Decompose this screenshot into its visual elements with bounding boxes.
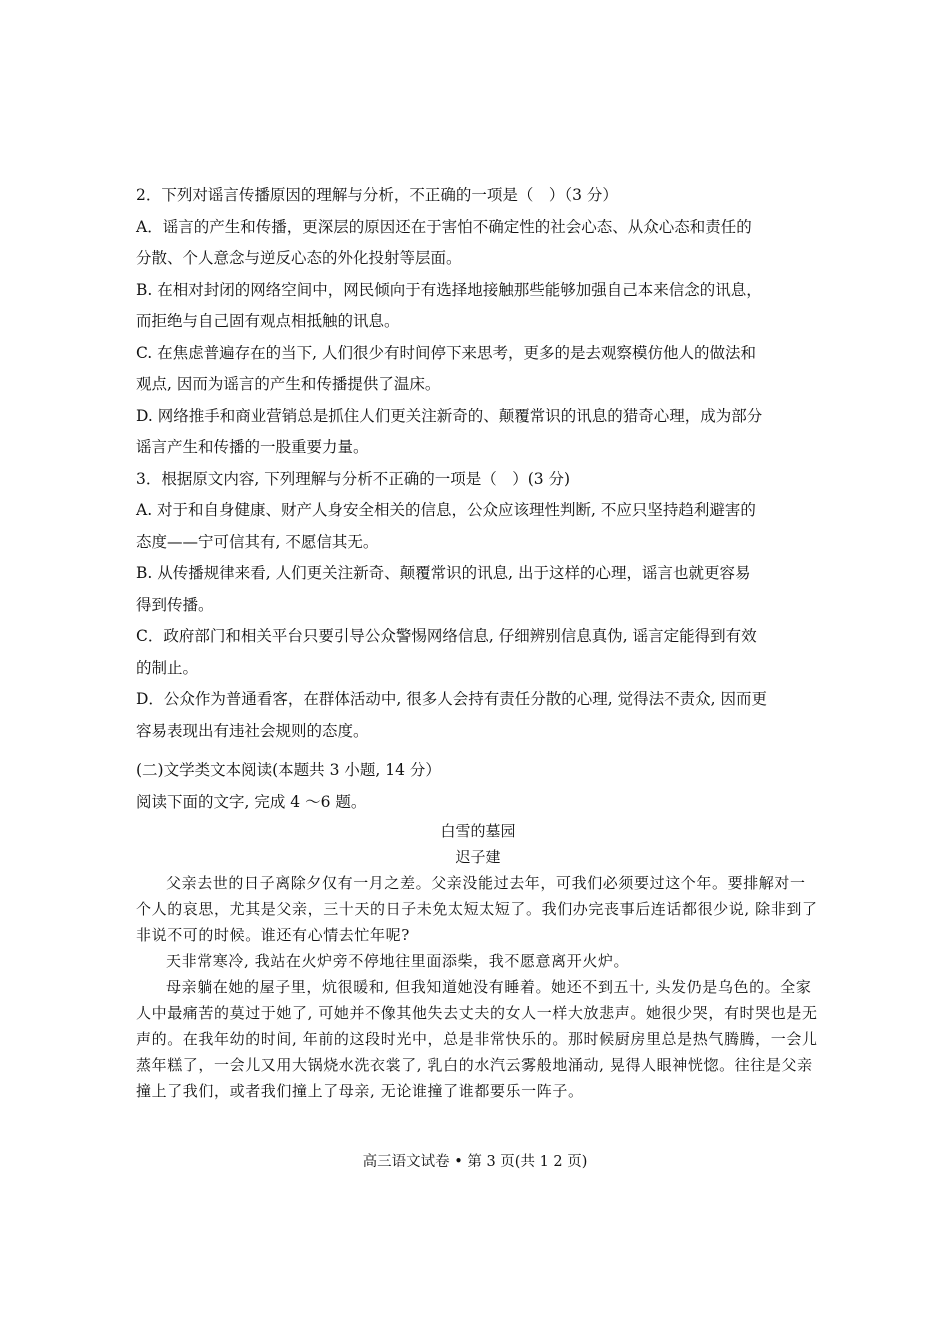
section-instruction: 阅读下面的文字, 完成 4 ～6 题。 bbox=[136, 792, 367, 811]
passage-paragraph: 母亲躺在她的屋子里，炕很暖和, 但我知道她没有睡着。她还不到五十, 头发仍是乌色的。全家人中最痛苦的莫过于她了, 可她并不像其他失去丈夫的女人一样大放悲声。她很少哭，有时哭也是无声的。在我年幼的时间, 年前的这段时光中，总是非常快乐的。那时候厨房里总是热气腾腾，一会儿蒸年糕了，一会儿又用大锅烧水洗衣裳了, 乳白的水汽云雾般地涌动, 晃得人眼神恍惚。往往是父亲撞上了我们，或者我们撞上了母亲, 无论谁撞了谁都要乐一阵子。 bbox=[136, 978, 818, 1100]
passage-body bbox=[136, 870, 820, 1104]
option-line: 分散、个人意念与逆反心态的外化投射等层面。 bbox=[136, 249, 462, 267]
section-heading-block bbox=[136, 755, 820, 818]
option-line: 的制止。 bbox=[136, 658, 199, 677]
option-line: C. 在焦虑普遍存在的当下, 人们很少有时间停下来思考，更多的是去观察模仿他人的做法和 bbox=[136, 343, 757, 362]
option-line: B. 从传播规律来看, 人们更关注新奇、颠覆常识的讯息, 出于这样的心理，谣言也就更容易 bbox=[136, 564, 751, 582]
option-line: 谣言产生和传播的一股重要力量。 bbox=[136, 438, 369, 456]
option-line: 容易表现出有违社会规则的态度。 bbox=[136, 721, 369, 740]
option-line: 态度——宁可信其有, 不愿信其无。 bbox=[136, 532, 379, 551]
question-2-option-a bbox=[136, 212, 820, 275]
question-2-option-d bbox=[136, 401, 820, 464]
question-2-title: 2．下列对谣言传播原因的理解与分析，不正确的一项是（ ）（3 分） bbox=[136, 186, 618, 204]
question-3-option-c bbox=[136, 621, 820, 684]
page-footer: 高三语文试卷 • 第 3 页(共 1 2 页) bbox=[362, 1154, 588, 1170]
option-line: 得到传播。 bbox=[136, 595, 214, 614]
option-line: 观点, 因而为谣言的产生和传播提供了温床。 bbox=[136, 375, 441, 393]
option-line: B. 在相对封闭的网络空间中，网民倾向于有选择地接触那些能够加强自己本来信念的讯息， bbox=[136, 280, 762, 299]
option-line: C．政府部门和相关平台只要引导公众警惕网络信息, 仔细辨别信息真伪, 谣言定能得到有效 bbox=[136, 627, 757, 645]
question-3 bbox=[136, 464, 820, 748]
option-line: D．公众作为普通看客，在群体活动中, 很多人会持有责任分散的心理, 觉得法不责众, 因而更 bbox=[136, 690, 767, 708]
page-content bbox=[136, 180, 820, 1104]
question-2-option-c bbox=[136, 338, 820, 401]
passage-paragraph: 父亲去世的日子离除夕仅有一月之差。父亲没能过去年，可我们必须要过这个年。要排解对一个人的哀思，尤其是父亲，三十天的日子未免太短太短了。我们办完丧事后连话都很少说, 除非到了非说不可的时候。谁还有心情去忙年呢? bbox=[136, 874, 818, 944]
passage-title: 白雪的墓园 bbox=[440, 822, 516, 840]
option-line: D. 网络推手和商业营销总是抓住人们更关注新奇的、颠覆常识的讯息的猎奇心理，成为部分 bbox=[136, 406, 763, 425]
section-heading: (二)文学类文本阅读(本题共 3 小题, 14 分） bbox=[136, 761, 441, 779]
question-3-option-b bbox=[136, 558, 820, 621]
question-3-title: 3．根据原文内容, 下列理解与分析不正确的一项是（ ）(3 分) bbox=[136, 469, 571, 488]
question-2 bbox=[136, 180, 820, 464]
passage bbox=[136, 818, 820, 1104]
passage-paragraph: 天非常寒冷, 我站在火炉旁不停地往里面添柴，我不愿意离开火炉。 bbox=[166, 952, 630, 970]
question-3-option-d bbox=[136, 684, 820, 747]
passage-author: 迟子建 bbox=[455, 848, 501, 866]
question-2-option-b bbox=[136, 275, 820, 338]
option-line: A. 对于和自身健康、财产人身安全相关的信息，公众应该理性判断, 不应只坚持趋利避害的 bbox=[136, 501, 756, 519]
option-line: 而拒绝与自己固有观点相抵触的讯息。 bbox=[136, 312, 400, 330]
question-3-option-a bbox=[136, 495, 820, 558]
option-line: A．谣言的产生和传播，更深层的原因还在于害怕不确定性的社会心态、从众心态和责任的 bbox=[136, 217, 752, 236]
